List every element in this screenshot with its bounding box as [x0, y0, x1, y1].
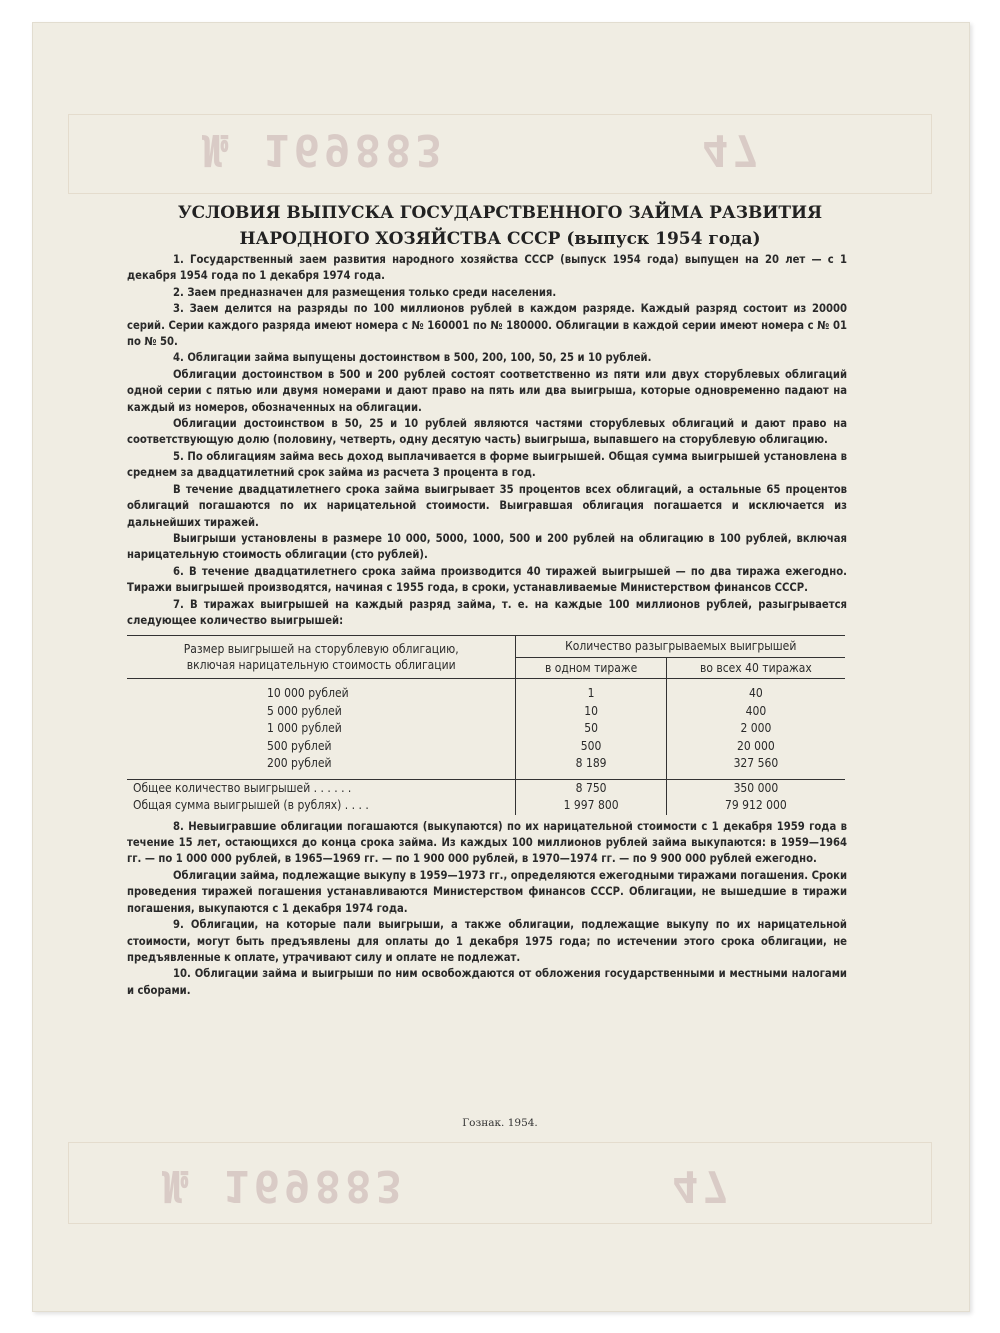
title-line-1: УСЛОВИЯ ВЫПУСКА ГОСУДАРСТВЕННОГО ЗАЙМА РАЗВИТИЯ [177, 203, 823, 223]
quantity-group-header: Количество разыгрываемых выигрышей [516, 636, 845, 657]
ghost-series-top: 47 [702, 124, 763, 175]
total-sum-all-draws: 79 912 000 [666, 797, 845, 815]
clause-6: 6. В течение двадцатилетнего срока займа производится 40 тиражей выигрышей — по два тиража ежегодно. Тиражи выигрышей производятся, начиная с 1955 года, в сроки, устанавливаемые Министерством финансов СССР. [127, 564, 847, 595]
table-row [127, 755, 845, 773]
clause-4-para-b: Облигации достоинством в 50, 25 и 10 рублей являются частями сторублевых облигаций и дают право на соответствующую долю (половину, четверть, одну десятую часть) выигрыша, выпавшего на сторублевую облигацию. [127, 417, 847, 447]
all-draws-header: во всех 40 тиражах [666, 657, 845, 678]
prize-amount: 1 000 рублей [267, 721, 342, 736]
total-count-all-draws: 350 000 [666, 779, 845, 797]
ghost-frame-top [68, 114, 932, 194]
clause-8-para-a: Облигации займа, подлежащие выкупу в 1959—1973 гг., определяются ежегодными тиражами погашения. Сроки проведения тиражей погашения устанавливаются Министерством финансов СССР. Облигации, не вышедшие в тиражи погашения, выкупаются с 1 декабря 1974 года. [127, 868, 847, 915]
ghost-serial-number-top: № 169883 [202, 124, 446, 175]
prize-count-all-draws: 40 [666, 685, 845, 703]
clause-5: 5. По облигациям займа весь доход выплачивается в форме выигрышей. Общая сумма выигрышей установлена в среднем за двадцатилетний срок займа из расчета 3 процента в год. [127, 449, 847, 480]
clause-7: 7. В тиражах выигрышей на каждый разряд займа, т. е. на каждые 100 миллионов рублей, разыгрывается следующее количество выигрышей: [127, 597, 847, 627]
prize-count-one-draw: 10 [516, 703, 666, 721]
total-sum-one-draw: 1 997 800 [516, 797, 666, 815]
conditions-text [127, 252, 847, 999]
clause-2: 2. Заем предназначен для размещения только среди населения. [173, 285, 557, 299]
prize-count-one-draw: 500 [516, 738, 666, 756]
clause-10: 10. Облигации займа и выигрыши по ним освобождаются от обложения государственными и местными налогами и сборами. [127, 967, 847, 997]
total-count-row [127, 779, 845, 797]
prize-amount: 10 000 рублей [267, 686, 349, 701]
table-row [127, 703, 845, 721]
prize-count-all-draws: 400 [666, 703, 845, 721]
title-line-2: НАРОДНОГО ХОЗЯЙСТВА СССР (выпуск 1954 года) [239, 229, 761, 249]
ghost-series-bottom: 47 [672, 1160, 733, 1211]
total-count-label: Общее количество выигрышей . . . . . . [133, 780, 352, 795]
printer-imprint: Гознак. 1954. [462, 1117, 538, 1129]
prize-amount: 200 рублей [267, 756, 332, 771]
prize-count-one-draw: 50 [516, 720, 666, 738]
clause-3: 3. Заем делится на разряды по 100 миллионов рублей в каждом разряде. Каждый разряд состоит из 20000 серий. Серии каждого разряда имеют номера с № 160001 по № 180000. Облигации в каждой серии имеют номера с № 01 по № 50. [127, 302, 847, 349]
total-sum-label: Общая сумма выигрышей (в рублях) . . . . [133, 798, 369, 813]
prize-count-all-draws: 2 000 [666, 720, 845, 738]
prize-size-header-line-2: включая нарицательную стоимость облигации [186, 658, 456, 673]
clause-1: 1. Государственный заем развития народного хозяйства СССР (выпуск 1954 года) выпущен на 20 лет — с 1 декабря 1954 года по 1 декабря 1974 года. [127, 253, 847, 283]
prize-table [127, 635, 845, 814]
clause-5-para-b: Выигрыши установлены в размере 10 000, 5000, 1000, 500 и 200 рублей на облигацию в 100 рублей, включая нарицательную стоимость облигации (сто рублей). [127, 531, 847, 562]
prize-count-one-draw: 1 [516, 685, 666, 703]
prize-amount: 5 000 рублей [267, 703, 342, 718]
one-draw-header: в одном тираже [516, 657, 666, 678]
clause-9: 9. Облигации, на которые пали выигрыши, а также облигации, подлежащие выкупу по их нарицательной стоимости, могут быть предъявлены для оплаты до 1 декабря 1975 года; по истечении этого срока облигации, не предъявленные к оплате, утрачивают силу и оплате не подлежат. [127, 918, 847, 964]
clause-4: 4. Облигации займа выпущены достоинством в 500, 200, 100, 50, 25 и 10 рублей. [173, 351, 652, 365]
prize-amount: 500 рублей [267, 738, 332, 753]
document-title [0, 200, 1000, 252]
total-count-one-draw: 8 750 [516, 779, 666, 797]
prize-count-all-draws: 20 000 [666, 738, 845, 756]
prize-size-header-line-1: Размер выигрышей на сторублевую облигацию, [183, 641, 459, 656]
clause-8: 8. Невыигравшие облигации погашаются (выкупаются) по их нарицательной стоимости с 1 декабря 1959 года в течение 15 лет, остающихся до конца срока займа. Из каждых 100 миллионов рублей займа выкупаются: в 1959—1964 гг. — по 1 000 000 рублей, в 1965—1969 гг. — по 1 900 000 рублей, в 1970—1974 гг. — по 9 900 000 рублей ежегодно. [127, 819, 847, 866]
prize-size-header [127, 636, 516, 679]
clause-4-para-a: Облигации достоинством в 500 и 200 рублей состоят соответственно из пяти или двух сторублевых облигаций одной серии с пятью или двумя номерами и дают право на пять или два выигрыша, которые одновременно падают на каждый из номеров, обозначенных на облигации. [127, 367, 847, 414]
table-row [127, 685, 845, 703]
table-row [127, 720, 845, 738]
prize-count-one-draw: 8 189 [516, 755, 666, 773]
table-row [127, 738, 845, 756]
ghost-serial-number-bottom: № 169883 [162, 1160, 406, 1211]
clause-5-para-a: В течение двадцатилетнего срока займа выигрывает 35 процентов всех облигаций, а остальные 65 процентов облигаций погашаются по их нарицательной стоимости. Выигравшая облигация погашается и исключается из дальнейших тиражей. [127, 482, 847, 529]
prize-count-all-draws: 327 560 [666, 755, 845, 773]
total-sum-row [127, 797, 845, 815]
